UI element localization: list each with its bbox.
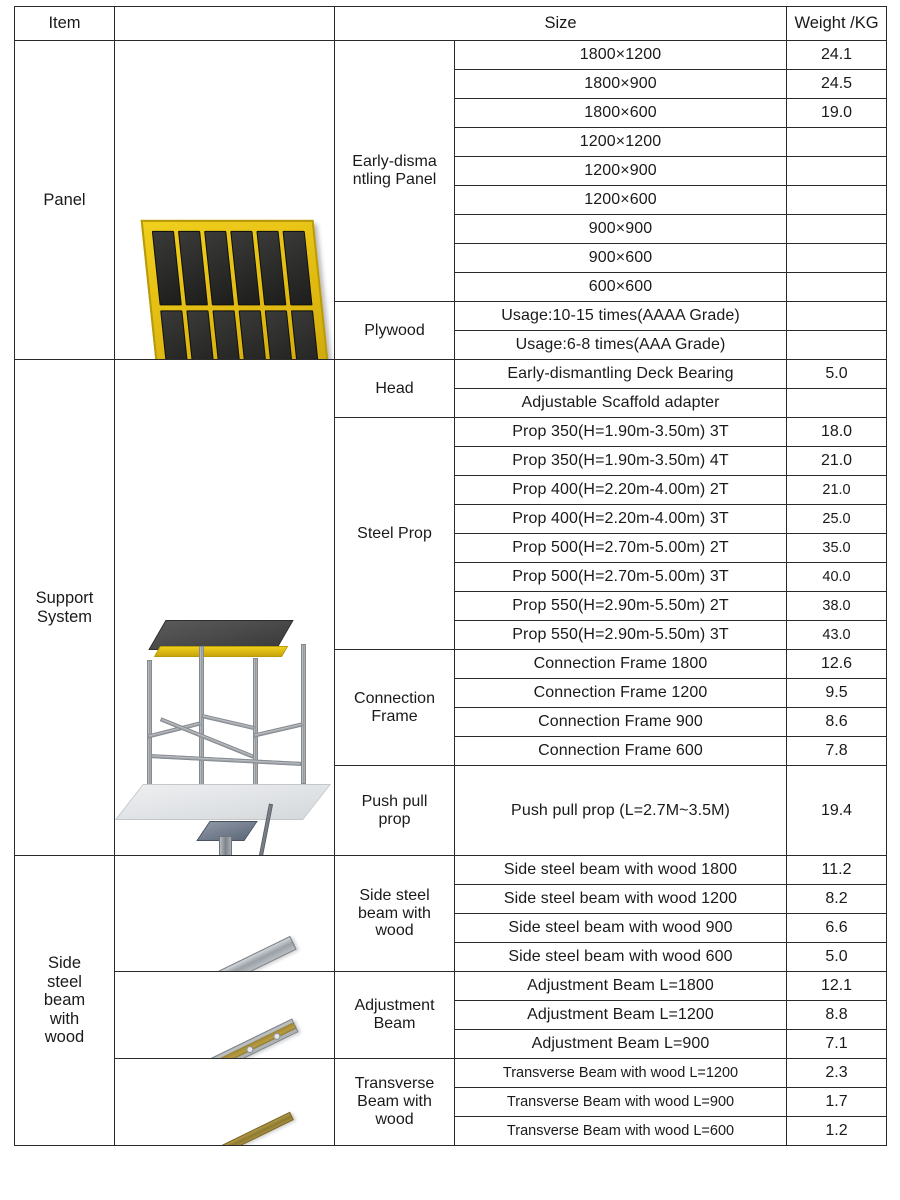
subcategory-push-pull-prop	[335, 766, 455, 856]
weight-cell: 24.1	[787, 41, 887, 70]
weight-cell: 40.0	[787, 563, 887, 592]
size-cell: Prop 350(H=1.90m-3.50m) 4T	[455, 447, 787, 476]
size-cell: 1800×1200	[455, 41, 787, 70]
weight-cell: 24.5	[787, 70, 887, 99]
subcategory-early-dismantling-panel	[335, 41, 455, 302]
formwork-panel-image	[115, 41, 335, 360]
item-line: System	[36, 607, 92, 626]
size-cell: 900×600	[455, 244, 787, 273]
table-header-row	[15, 7, 887, 41]
panel-frame	[141, 220, 332, 360]
sub-line: Beam with	[357, 1093, 432, 1111]
item-label-panel: Panel	[15, 41, 115, 360]
weight-cell	[787, 302, 887, 331]
weight-cell: 18.0	[787, 418, 887, 447]
table-row	[15, 972, 887, 1001]
size-cell: 1800×600	[455, 99, 787, 128]
subcategory-steel-prop: Steel Prop	[335, 418, 455, 650]
subcategory-adjustment-beam	[335, 972, 455, 1059]
sub-line: Early-disma	[352, 153, 437, 171]
side-steel-beam-image	[115, 856, 335, 972]
subcategory-side-steel-beam-with-wood	[335, 856, 455, 972]
weight-cell	[787, 186, 887, 215]
weight-cell: 25.0	[787, 505, 887, 534]
subcategory-transverse-beam-with-wood	[335, 1059, 455, 1146]
sub-line: Side steel	[359, 886, 430, 904]
table-row	[15, 41, 887, 70]
sub-line: wood	[375, 922, 414, 940]
subcategory-head: Head	[335, 360, 455, 418]
weight-cell	[787, 157, 887, 186]
weight-cell: 21.0	[787, 476, 887, 505]
sub-line: Push pull	[361, 792, 428, 810]
table-row	[15, 856, 887, 885]
size-cell: Transverse Beam with wood L=600	[455, 1117, 787, 1146]
item-line: beam	[43, 991, 86, 1010]
transverse-beam-image	[115, 1059, 335, 1146]
weight-cell	[787, 128, 887, 157]
transverse-beam-shape	[164, 1112, 294, 1146]
weight-cell: 12.1	[787, 972, 887, 1001]
weight-cell: 21.0	[787, 447, 887, 476]
sub-line: Connection	[354, 689, 435, 707]
size-cell: Prop 500(H=2.70m-5.00m) 2T	[455, 534, 787, 563]
size-cell: 900×900	[455, 215, 787, 244]
table-row	[15, 1059, 887, 1088]
size-cell: Adjustment Beam L=1200	[455, 1001, 787, 1030]
size-cell: Connection Frame 1200	[455, 679, 787, 708]
item-line: wood	[44, 1028, 85, 1047]
subcategory-plywood: Plywood	[335, 302, 455, 360]
weight-cell	[787, 273, 887, 302]
header-size: Size	[335, 7, 787, 41]
weight-cell: 6.6	[787, 914, 887, 943]
item-line: Side	[47, 954, 82, 973]
item-line: with	[49, 1009, 80, 1028]
weight-cell: 8.8	[787, 1001, 887, 1030]
size-cell: 1200×600	[455, 186, 787, 215]
weight-cell: 19.4	[787, 766, 887, 856]
size-cell: Prop 400(H=2.20m-4.00m) 3T	[455, 505, 787, 534]
sub-line: prop	[378, 810, 411, 828]
size-cell: Adjustable Scaffold adapter	[455, 389, 787, 418]
item-label-support-system	[15, 360, 115, 856]
steel-beam-shape	[155, 935, 296, 971]
weight-cell: 19.0	[787, 99, 887, 128]
size-cell: Prop 550(H=2.90m-5.50m) 3T	[455, 621, 787, 650]
sub-line: ntling Panel	[352, 171, 437, 188]
weight-cell: 5.0	[787, 943, 887, 972]
weight-cell: 7.8	[787, 737, 887, 766]
item-line: Support	[35, 589, 94, 608]
item-line: steel	[47, 972, 82, 991]
weight-cell	[787, 331, 887, 360]
weight-cell: 9.5	[787, 679, 887, 708]
size-cell: Connection Frame 1800	[455, 650, 787, 679]
deck-panel	[148, 620, 293, 650]
weight-cell: 35.0	[787, 534, 887, 563]
size-cell: Transverse Beam with wood L=1200	[455, 1059, 787, 1088]
weight-cell: 12.6	[787, 650, 887, 679]
weight-cell: 43.0	[787, 621, 887, 650]
size-cell: Adjustment Beam L=900	[455, 1030, 787, 1059]
size-cell: Prop 550(H=2.90m-5.50m) 2T	[455, 592, 787, 621]
weight-cell: 5.0	[787, 360, 887, 389]
size-cell: Side steel beam with wood 1200	[455, 885, 787, 914]
ground-slab	[115, 784, 331, 820]
product-specification-table	[14, 6, 887, 1146]
weight-cell	[787, 244, 887, 273]
size-cell: Side steel beam with wood 900	[455, 914, 787, 943]
weight-cell: 8.6	[787, 708, 887, 737]
weight-cell: 38.0	[787, 592, 887, 621]
size-cell: Connection Frame 600	[455, 737, 787, 766]
size-cell: 600×600	[455, 273, 787, 302]
size-cell: Push pull prop (L=2.7M~3.5M)	[455, 766, 787, 856]
sub-line: Transverse	[354, 1075, 435, 1093]
size-cell: Adjustment Beam L=1800	[455, 972, 787, 1001]
size-cell: 1200×900	[455, 157, 787, 186]
size-cell: Usage:10-15 times(AAAA Grade)	[455, 302, 787, 331]
deck-edge-beam	[154, 646, 288, 657]
size-cell: Connection Frame 900	[455, 708, 787, 737]
panel-cell-grid	[152, 231, 321, 360]
size-cell: 1800×900	[455, 70, 787, 99]
sub-line: wood	[375, 1110, 414, 1128]
size-cell: Side steel beam with wood 600	[455, 943, 787, 972]
sub-line: Adjustment	[354, 997, 435, 1015]
weight-cell: 7.1	[787, 1030, 887, 1059]
size-cell: Transverse Beam with wood L=900	[455, 1088, 787, 1117]
size-cell: Early-dismantling Deck Bearing	[455, 360, 787, 389]
size-cell: Prop 350(H=1.90m-3.50m) 3T	[455, 418, 787, 447]
item-label-side-steel-beam	[15, 856, 115, 1146]
weight-cell: 11.2	[787, 856, 887, 885]
size-cell: Prop 500(H=2.70m-5.00m) 3T	[455, 563, 787, 592]
weight-cell	[787, 389, 887, 418]
header-image	[115, 7, 335, 41]
table-row	[15, 360, 887, 389]
weight-cell: 8.2	[787, 885, 887, 914]
size-cell: Prop 400(H=2.20m-4.00m) 2T	[455, 476, 787, 505]
weight-cell: 2.3	[787, 1059, 887, 1088]
adjustment-beam-image	[115, 972, 335, 1059]
sub-line: Frame	[371, 707, 418, 725]
size-cell: 1200×1200	[455, 128, 787, 157]
weight-cell	[787, 215, 887, 244]
size-cell: Side steel beam with wood 1800	[455, 856, 787, 885]
weight-cell: 1.7	[787, 1088, 887, 1117]
header-weight: Weight /KG	[787, 7, 887, 41]
weight-cell: 1.2	[787, 1117, 887, 1146]
header-item: Item	[15, 7, 115, 41]
subcategory-connection-frame	[335, 650, 455, 766]
support-system-image	[115, 360, 335, 856]
adjustment-beam-shape	[155, 1018, 298, 1058]
sub-line: Beam	[373, 1015, 416, 1032]
sub-line: beam with	[358, 904, 431, 922]
size-cell: Usage:6-8 times(AAA Grade)	[455, 331, 787, 360]
